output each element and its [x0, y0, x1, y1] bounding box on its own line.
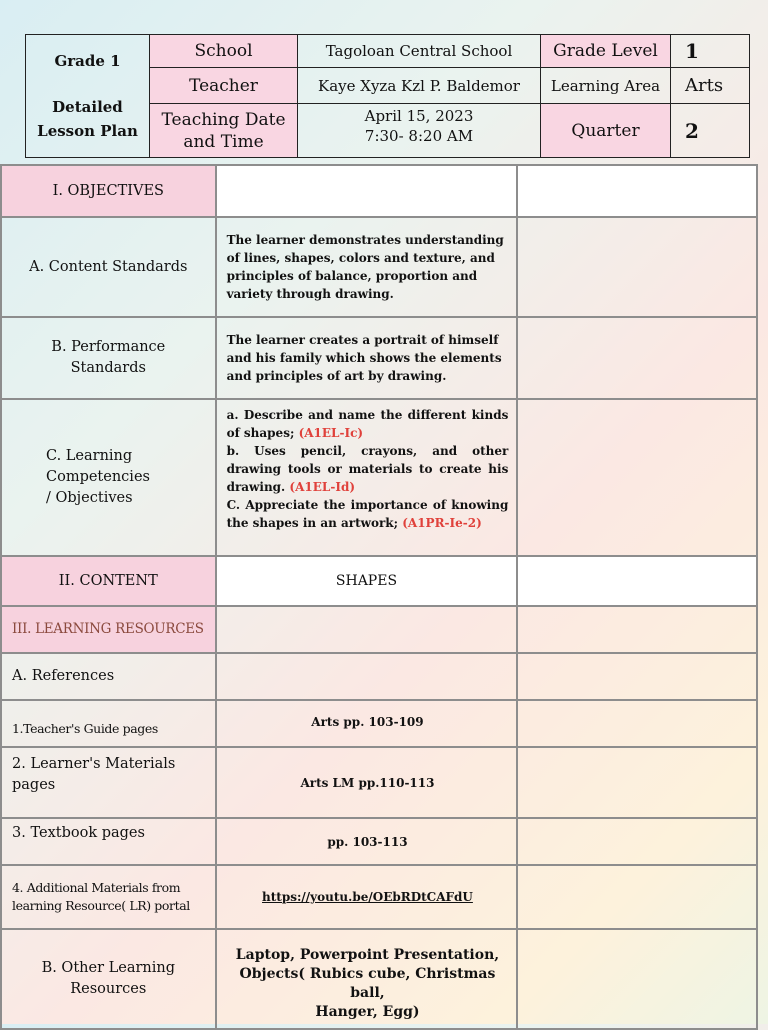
performance-standards-label-1: B. Performance — [51, 339, 166, 355]
learning-resources-extra-cell — [517, 606, 757, 653]
competency-a-code: (A1EL-Ic) — [298, 426, 364, 440]
objectives-cell — [216, 165, 518, 217]
row-content-standards — [1, 217, 757, 317]
teaching-date-label — [150, 104, 298, 158]
grade-level-value: 1 — [671, 35, 750, 68]
youtube-link[interactable]: https://youtu.be/OEbRDtCAFdU — [262, 890, 473, 904]
learners-materials-value: Arts LM pp.110-113 — [216, 747, 518, 818]
lesson-plan-header — [25, 34, 750, 158]
learners-materials-label-2: pages — [12, 777, 56, 793]
teaching-date: April 15, 2023 — [364, 107, 474, 125]
objectives-label: I. OBJECTIVES — [1, 165, 216, 217]
other-resources-value — [216, 929, 518, 1029]
content-label: II. CONTENT — [1, 556, 216, 606]
teachers-guide-value: Arts pp. 103-109 — [216, 700, 518, 747]
performance-standards-label — [1, 317, 216, 399]
performance-standards-label-2: Standards — [70, 360, 146, 376]
school-value: Tagoloan Central School — [298, 35, 541, 68]
content-standards-text: The learner demonstrates understanding of lines, shapes, colors and texture, and principles of balance, proportion and variety through drawing. — [216, 217, 518, 317]
competency-b-code: (A1EL-Id) — [289, 480, 356, 494]
row-competencies — [1, 399, 757, 556]
quarter-value: 2 — [671, 104, 750, 158]
other-resources-label — [1, 929, 216, 1029]
row-references — [1, 653, 757, 700]
learning-resources-label: III. LEARNING RESOURCES — [1, 606, 216, 653]
references-extra-cell — [517, 653, 757, 700]
content-value: SHAPES — [216, 556, 518, 606]
performance-standards-extra-cell — [517, 317, 757, 399]
additional-materials-label-1: 4. Additional Materials from — [12, 880, 181, 895]
teaching-time: 7:30- 8:20 AM — [364, 127, 474, 145]
teachers-guide-extra-cell — [517, 700, 757, 747]
teaching-date-label-1: Teaching Date — [161, 109, 286, 130]
competencies-extra-cell — [517, 399, 757, 556]
row-performance-standards — [1, 317, 757, 399]
teaching-date-label-2: and Time — [183, 131, 264, 152]
additional-materials-label-2: learning Resource( LR) portal — [12, 898, 190, 913]
learners-materials-label-1: 2. Learner's Materials — [12, 756, 176, 772]
row-content — [1, 556, 757, 606]
document-title — [26, 35, 150, 158]
competencies-label-3: / Objectives — [46, 490, 133, 506]
competency-c — [227, 496, 509, 532]
teacher-value: Kaye Xyza Kzl P. Baldemor — [298, 68, 541, 104]
row-textbook — [1, 818, 757, 865]
other-resources-line-3: Hanger, Egg) — [315, 1004, 420, 1020]
lesson-plan-table — [0, 164, 758, 1030]
school-label: School — [150, 35, 298, 68]
title-line-2: Detailed — [52, 98, 123, 116]
row-other-resources — [1, 929, 757, 1029]
title-line-3: Lesson Plan — [37, 122, 138, 140]
teachers-guide-label: 1.Teacher's Guide pages — [1, 700, 216, 747]
learners-materials-label — [1, 747, 216, 818]
row-learning-resources — [1, 606, 757, 653]
teaching-date-value — [298, 104, 541, 158]
learners-materials-extra-cell — [517, 747, 757, 818]
competency-b — [227, 442, 509, 496]
content-standards-extra-cell — [517, 217, 757, 317]
teacher-label: Teacher — [150, 68, 298, 104]
content-standards-label: A. Content Standards — [1, 217, 216, 317]
competency-c-code: (A1PR-Ie-2) — [402, 516, 482, 530]
references-label: A. References — [1, 653, 216, 700]
other-resources-extra-cell — [517, 929, 757, 1029]
other-resources-line-1: Laptop, Powerpoint Presentation, — [235, 947, 500, 963]
learning-resources-cell — [216, 606, 518, 653]
learning-area-value: Arts — [671, 68, 750, 104]
textbook-extra-cell — [517, 818, 757, 865]
objectives-extra-cell — [517, 165, 757, 217]
competencies-label-2: Competencies — [46, 469, 150, 485]
performance-standards-text: The learner creates a portrait of himself and his family which shows the elements and principles of art by drawing. — [216, 317, 518, 399]
other-resources-label-1: B. Other Learning — [41, 960, 175, 976]
competencies-text — [216, 399, 518, 556]
title-line-1: Grade 1 — [54, 52, 121, 70]
other-resources-label-2: Resources — [70, 981, 147, 997]
row-additional-materials — [1, 865, 757, 929]
competency-a-text: a. Describe and name the different kinds of shapes; — [226, 408, 509, 440]
competency-a — [227, 406, 509, 442]
row-objectives — [1, 165, 757, 217]
quarter-label: Quarter — [541, 104, 671, 158]
learning-area-label: Learning Area — [541, 68, 671, 104]
additional-materials-label — [1, 865, 216, 929]
textbook-value: pp. 103-113 — [216, 818, 518, 865]
content-extra-cell — [517, 556, 757, 606]
other-resources-line-2: Objects( Rubics cube, Christmas ball, — [239, 966, 496, 1001]
competency-b-text: b. Uses pencil, crayons, and other drawing tools or materials to create his drawing. — [226, 444, 509, 494]
additional-materials-cell — [216, 865, 518, 929]
row-learners-materials — [1, 747, 757, 818]
additional-materials-extra-cell — [517, 865, 757, 929]
grade-level-label: Grade Level — [541, 35, 671, 68]
references-cell — [216, 653, 518, 700]
competency-c-text: C. Appreciate the importance of knowing the shapes in an artwork; — [226, 498, 509, 530]
competencies-label-1: C. Learning — [46, 448, 133, 464]
competencies-label — [1, 399, 216, 556]
textbook-label: 3. Textbook pages — [1, 818, 216, 865]
row-teachers-guide — [1, 700, 757, 747]
